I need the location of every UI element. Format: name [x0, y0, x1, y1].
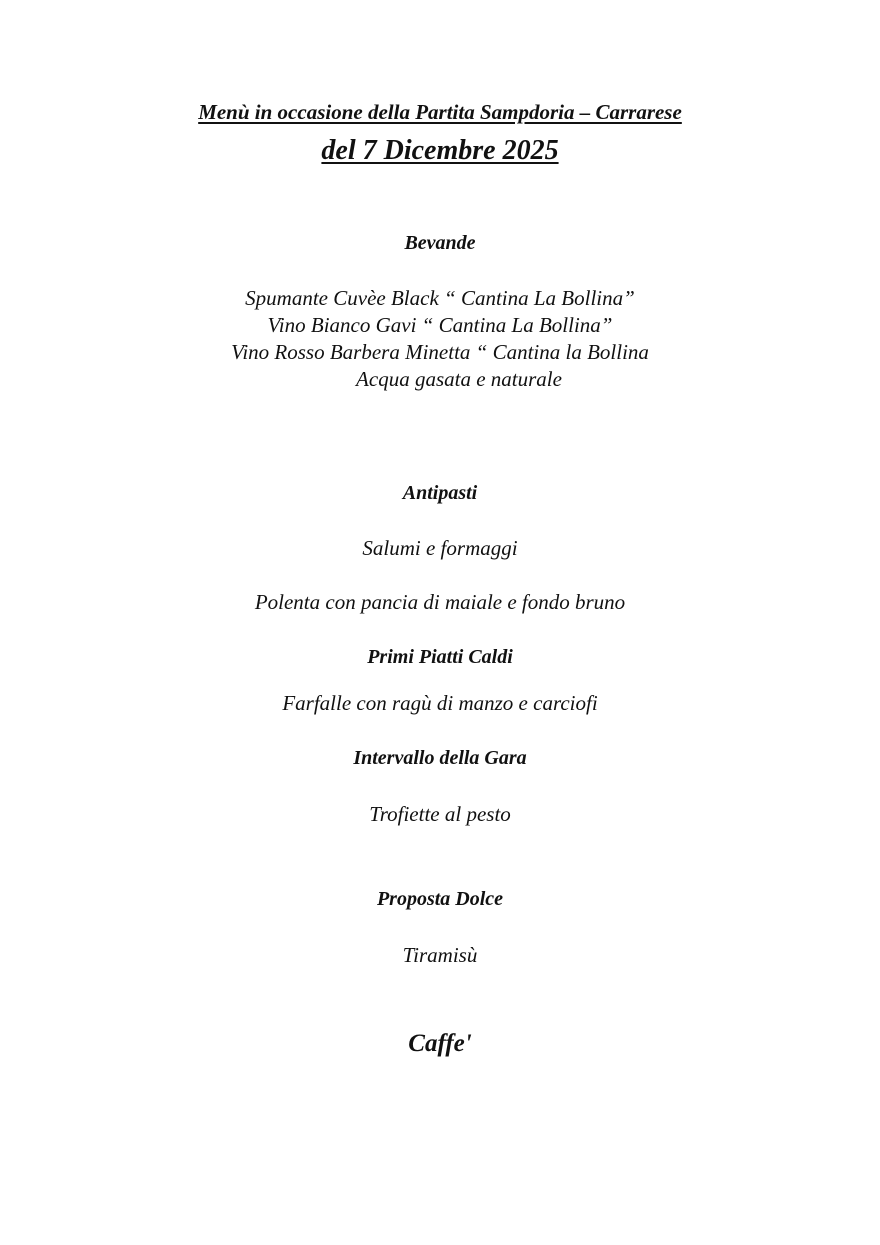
- menu-item-tiramisu: Tiramisù: [402, 943, 478, 967]
- menu-coffee: Caffe': [408, 1030, 472, 1057]
- section-heading-intervallo: Intervallo della Gara: [353, 747, 527, 769]
- menu-item-vino-rosso: Vino Rosso Barbera Minetta “ Cantina la Bollina: [231, 340, 649, 364]
- menu-item-trofiette: Trofiette al pesto: [369, 802, 511, 826]
- menu-item-spumante: Spumante Cuvèe Black “ Cantina La Bollina”: [245, 286, 635, 310]
- menu-item-vino-bianco: Vino Bianco Gavi “ Cantina La Bollina”: [267, 313, 613, 337]
- menu-item-salumi: Salumi e formaggi: [362, 536, 518, 560]
- menu-item-acqua: Acqua gasata e naturale: [356, 367, 562, 391]
- section-heading-primi: Primi Piatti Caldi: [367, 646, 513, 668]
- section-heading-dolce: Proposta Dolce: [376, 888, 504, 910]
- section-heading-antipasti: Antipasti: [402, 482, 478, 504]
- menu-date: del 7 Dicembre 2025: [321, 135, 559, 166]
- menu-item-polenta: Polenta con pancia di maiale e fondo bruno: [254, 590, 626, 614]
- section-heading-bevande: Bevande: [404, 232, 476, 254]
- menu-title: Menù in occasione della Partita Sampdoria – Carrarese: [198, 100, 682, 124]
- menu-item-farfalle: Farfalle con ragù di manzo e carciofi: [282, 691, 598, 715]
